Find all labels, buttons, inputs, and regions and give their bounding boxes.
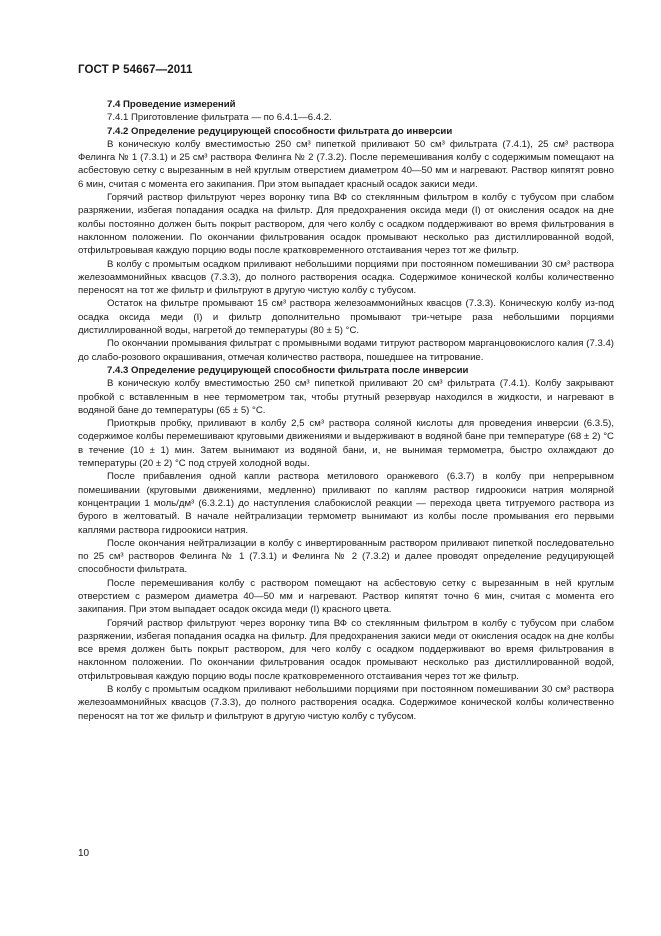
- paragraph: В коническую колбу вместимостью 250 см³ пипеткой приливают 50 см³ фильтрата (7.4.1), 25 см³ раствора Фелинга № 1 (7.3.1) и 25 см³ раствора Фелинга № 2 (7.3.2). После перемешивания колбу с содержимым помещают на асбестовую сетку с вырезанным в ней круглым отверстием диаметром 40—50 мм и нагревают. Раствор кипятят ровно 6 мин, считая с момента его закипания. При этом выпадает красный осадок закиси меди.: [78, 138, 614, 190]
- paragraph: После прибавления одной капли раствора метилового оранжевого (6.3.7) в колбу при непрерывном помешивании (круговыми движениями, медленно) приливают по каплям раствор гидроокиси натрия молярной концентрации 1 моль/дм³ (6.3.2.1) до наступления слабокислой реакции — перехода цвета титруемого раствора из бурого в желтоватый. В начале нейтрализации термометр вынимают из колбы после промывания его первыми каплями раствора гидроокиси натрия.: [78, 471, 614, 536]
- document-body: [78, 92, 614, 723]
- paragraph: Приоткрыв пробку, приливают в колбу 2,5 см³ раствора соляной кислоты для проведения инверсии (6.3.5), содержимое колбы перемешивают круговыми движениями и выдерживают в водяной бане при температуре (68 ± 2) °С в течение (10 ± 1) мин. Затем вынимают из водяной бани, и, не вынимая термометра, быстро охлаждают до температуры (20 ± 2) °С под струей холодной воды.: [78, 418, 614, 470]
- paragraph: После окончания нейтрализации в колбу с инвертированным раствором приливают пипеткой последовательно по 25 см³ растворов Фелинга № 1 (7.3.1) и Фелинга № 2 (7.3.2) и далее проводят определение редуцирующей способности фильтрата.: [78, 537, 614, 576]
- paragraph: Остаток на фильтре промывают 15 см³ раствора железоаммонийных квасцов (7.3.3). Коническую колбу из-под осадка оксида меди (I) и фильтр дополнительно промывают три-четыре раза небольшими порциями дистиллированной воды, нагретой до температуры (80 ± 5) °С.: [78, 298, 614, 337]
- standard-header: ГОСТ Р 54667—2011: [78, 64, 193, 76]
- paragraph: По окончании промывания фильтрат с промывными водами титруют раствором марганцовокислого калия (7.3.4) до слабо-розового окрашивания, отмечая количество раствора, пошедшее на титрование.: [78, 338, 614, 363]
- page-number: 10: [78, 848, 90, 859]
- paragraph: Горячий раствор фильтруют через воронку типа ВФ со стеклянным фильтром в колбу с тубусом при слабом разряжении, избегая попадания осадка на фильтр. Для предохранения оксида меди (I) от окисления осадок на дне колбы постоянно должен быть покрыт раствором, для чего колбу с осадком поддерживают во время фильтрования в наклонном положении. По окончании фильтрования осадок промывают несколько раз дистиллированной водой, отфильтровывая каждую порцию воды после кратковременного отстаивания через тот же фильтр.: [78, 192, 614, 257]
- paragraph: В коническую колбу вместимостью 250 см³ пипеткой приливают 20 см³ фильтрата (7.4.1). Колбу закрывают пробкой с вставленным в нее термометром так, чтобы ртутный резервуар находился в жидкости, и нагревают в водяной бане до температуры (65 ± 5) °С.: [78, 378, 614, 416]
- subsection-heading: 7.4.2 Определение редуцирующей способности фильтрата до инверсии: [107, 125, 453, 137]
- paragraph: В колбу с промытым осадком приливают небольшими порциями при постоянном помешивании 30 см³ раствора железоаммонийных квасцов (7.3.3), до полного растворения осадка. Содержимое конической колбы количественно переносят на тот же фильтр и фильтруют в другую чистую колбу с тубусом.: [78, 684, 614, 722]
- paragraph: После перемешивания колбу с раствором помещают на асбестовую сетку с вырезанным в ней круглым отверстием с размером диаметра 40—50 мм и нагревают. Раствор кипятят точно 6 мин, считая с момента его закипания. При этом выпадает осадок оксида меди (I) красного цвета.: [78, 577, 614, 616]
- paragraph: В колбу с промытым осадком приливают небольшими порциями при постоянном помешивании 30 см³ раствора железоаммонийных квасцов (7.3.3), до полного растворения осадка. Содержимое конической колбы количественно переносят на тот же фильтр и фильтруют в другую чистую колбу с тубусом.: [78, 258, 614, 297]
- subsection-heading: 7.4.3 Определение редуцирующей способности фильтрата после инверсии: [107, 364, 469, 376]
- paragraph: Горячий раствор фильтруют через воронку типа ВФ со стеклянным фильтром в колбу с тубусом при слабом разряжении, избегая попадания осадка на фильтр. Для предохранения закиси меди от окисления осадок на дне колбы все время должен быть покрыт раствором, для чего колбу с осадком поддерживают во время фильтрования в наклонном положении. По окончании фильтрования осадок промывают несколько раз дистиллированной водой, отфильтровывая каждую порцию воды после кратковременного отстаивания через тот же фильтр.: [78, 617, 614, 682]
- paragraph: 7.4.1 Приготовление фильтрата — по 6.4.1—6.4.2.: [107, 112, 332, 124]
- section-heading: 7.4 Проведение измерений: [107, 99, 236, 110]
